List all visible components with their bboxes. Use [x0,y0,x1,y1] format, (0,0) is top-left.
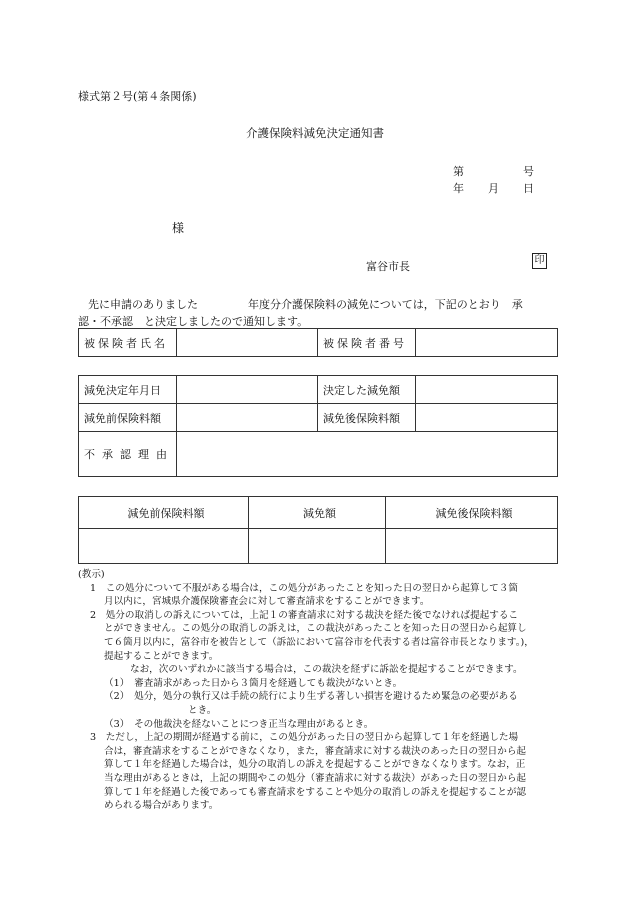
instruction-line: て６箇月以内に，富谷市を被告として（訴訟において富谷市を代表する者は富谷市長となります。)， [104,636,534,648]
instruction-line: とき。 [188,704,217,716]
summary-before-field[interactable] [79,529,249,564]
insured-name-field[interactable] [177,329,318,357]
instruction-line: （1） 審査請求があった日から３箇月を経過しても裁決がないとき。 [104,677,403,689]
decided-amount-label: 決定した減免額 [318,376,416,404]
instruction-line: 2 処分の取消しの訴えについては，上記１の審査請求に対する裁決を経た後でなければ提起するこ [90,609,519,621]
instruction-line: 月以内に，宮城県介護保険審査会に対して審査請求をすることができます。 [104,596,430,608]
date-month: 月 [488,182,499,195]
decided-amount-field[interactable] [416,376,558,404]
rejection-reason-field[interactable] [177,432,558,477]
instruction-line: とができません。この処分の取消しの訴えは，この裁決があったことを知った日の翌日から起算し [104,623,527,635]
issuer-name: 富谷市長 [366,260,410,273]
insured-info-table [78,328,558,357]
summary-header-after: 減免後保険料額 [386,497,558,529]
instructions-section [78,568,558,813]
instruction-line: 当な理由があるときは，上記の期間やこの処分（審査請求に対する裁決）があった日の翌日から起 [104,772,527,784]
doc-number-suffix: 号 [523,165,534,178]
after-premium-label: 減免後保険料額 [318,404,416,432]
intro-line-1: 先に申請のありました 年度分介護保険料の減免については，下記のとおり 承 [88,298,523,311]
insured-number-field[interactable] [416,329,558,357]
instruction-line: なお，次のいずれかに該当する場合は，この裁決を経ずに訴訟を提起することができます。 [130,664,523,676]
instruction-line: められる場合があります。 [104,800,219,812]
premium-summary-table [78,496,558,564]
addressee-suffix: 様 [172,221,185,235]
instruction-line: 合は，審査請求をすることができなくなり，また，審査請求に対する裁決のあった日の翌日から起 [104,745,527,757]
instruction-line: 1 この処分について不服がある場合は，この処分があったことを知った日の翌日から起算して３箇 [90,582,518,594]
summary-reduction-field[interactable] [249,529,386,564]
reduction-decision-table [78,375,558,477]
decision-date-label: 減免決定年月日 [79,376,177,404]
summary-header-before: 減免前保険料額 [79,497,249,529]
instruction-line: （3） その他裁決を経ないことにつき正当な理由があるとき。 [104,718,374,730]
seal-mark: 印 [532,253,547,269]
before-premium-label: 減免前保険料額 [79,404,177,432]
instruction-line: 算して１年を経過した場合は，処分の取消しの訴えを提起することができなくなります。なお，正 [104,759,526,771]
instruction-line: 3 ただし，上記の期間が経過する前に，この処分があった日の翌日から起算して１年を経過した場 [90,732,519,744]
date-day: 日 [523,182,534,195]
doc-number-prefix: 第 [453,165,464,178]
summary-header-reduction: 減免額 [249,497,386,529]
form-number: 様式第２号(第４条関係) [78,90,197,103]
date-year: 年 [453,182,464,195]
document-title: 介護保険料減免決定通知書 [246,126,384,140]
insured-name-label: 被保険者氏名 [79,329,177,357]
before-premium-field[interactable] [177,404,318,432]
rejection-reason-label: 不承認理由 [79,432,177,477]
intro-line-2: 認・不承認 と決定しましたので通知します。 [78,315,309,328]
instructions-heading: (教示) [78,569,105,580]
instruction-line: （2） 処分，処分の執行又は手続の続行により生ずる著しい損害を避けるため緊急の必要がある [104,691,518,703]
instruction-line: 提起することができます。 [104,650,219,662]
after-premium-field[interactable] [416,404,558,432]
summary-after-field[interactable] [386,529,558,564]
insured-number-label: 被保険者番号 [318,329,416,357]
decision-date-field[interactable] [177,376,318,404]
instruction-line: 算して１年を経過した後であっても審査請求をすることや処分の取消しの訴えを提起することが認 [104,786,527,798]
